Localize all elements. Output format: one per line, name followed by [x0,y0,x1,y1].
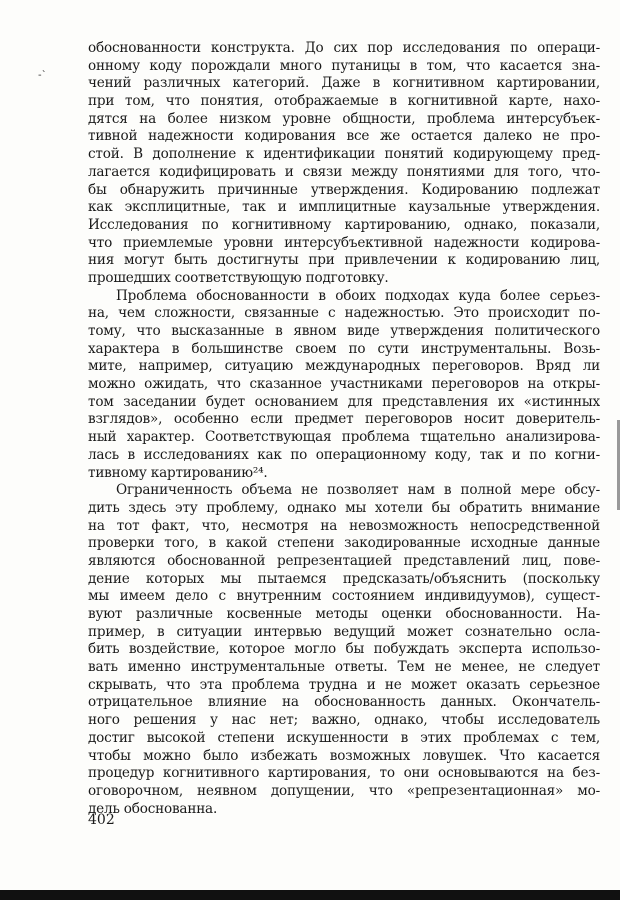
text-line: дить здесь эту проблему, однако мы хотели бы обратить внимание [88,499,600,516]
text-line: достиг высокой степени искушенности в этих проблемах с тем, [88,729,600,746]
text-line: что приемлемые уровни интерсубъективной надежности кодирова- [88,234,600,251]
text-line: вуют различные косвенные методы оценки обоснованности. На- [88,606,600,622]
text-line: бить воздействие, которое могло бы побуждать эксперта использо- [88,641,600,658]
text-line: процедур когнитивного картирования, то они основываются на без- [88,765,600,782]
text-line: дель обоснованна. [88,800,218,817]
text-line: Исследования по когнитивному картированию, однако, показали, [88,216,600,233]
text-line: на, чем сложности, связанные с надежностью. Это происходит по- [88,305,600,322]
text-line: являются обоснованной репрезентацией представлений лиц, пове- [88,552,600,569]
text-line: можно ожидать, что сказанное участниками переговоров на откры- [88,376,600,393]
text-line: при том, что понятия, отображаемые в когнитивной карте, нахо- [88,93,600,110]
text-line: как эксплицитные, так и имплицитные каузальные утверждения. [88,199,600,216]
text-line: отрицательное влияние на обоснованность данных. Окончатель- [88,694,600,711]
text-line: бы обнаружить причинные утверждения. Кодированию подлежат [88,181,600,198]
scan-bottom-border [0,890,620,900]
text-line: характера в большинстве своем по сути инструментальны. Возь- [88,340,600,357]
paragraph [88,482,600,818]
text-line: прошедших соответствующую подготовку. [88,269,389,286]
text-line: чтобы можно было избежать возможных ловушек. Что касается [88,747,600,764]
text-line: ния могут быть достигнуты при привлечении к кодированию лиц, [88,252,600,269]
text-line: мы имеем дело с внутренним состоянием индивидуумов), сущест- [88,588,600,605]
text-line: том заседании будет основанием для представления их «истинных [88,393,600,410]
text-line: стой. В дополнение к идентификации понятий кодирующему пред- [88,146,600,163]
scan-artifact-mark: ‑ˋ [38,70,47,81]
text-line: Проблема обоснованности в обоих подходах куда более серьез- [116,287,600,304]
text-line: вать именно инструментальные ответы. Тем не менее, не следует [88,659,600,676]
text-line: дение которых мы пытаемся предсказать/объяснить (поскольку [88,570,600,587]
body-text [88,40,600,818]
text-line: скрывать, что эта проблема трудна и не может оказать серьезное [88,676,600,693]
text-line: обоснованности конструкта. До сих пор исследования по операци- [88,40,600,56]
text-line: лагается кодифицировать и связи между понятиями для того, что- [88,163,600,180]
text-line: ный характер. Соответствующая проблема тщательно анализирова- [88,429,600,446]
text-line: на тот факт, что, несмотря на невозможность непосредственной [88,517,600,534]
text-line: оговорочном, неявном допущении, что «репрезентационная» мо- [88,782,600,799]
text-line: мите, например, ситуацию международных переговоров. Вряд ли [88,358,600,375]
paragraph [88,40,600,288]
text-line: ного решения у нас нет; важно, однако, чтобы исследователь [88,712,600,729]
text-line: дятся на более низком уровне общности, проблема интерсубъек- [88,110,600,127]
page-number: 402 [88,812,115,828]
text-line: чений различных категорий. Даже в когнитивном картировании, [88,75,600,92]
text-line: тивной надежности кодирования все же остается далеко не про- [88,128,600,145]
paragraph [88,288,600,483]
text-line: тивному картированию²⁴. [88,464,268,481]
text-line: проверки того, в какой степени закодированные исходные данные [88,535,600,552]
text-line: онному коду порождали много путаницы в том, что касается зна- [88,57,600,74]
text-line: пример, в ситуации интервью ведущий может сознательно осла- [88,623,600,640]
text-line: взглядов», особенно если предмет переговоров носит доверитель- [88,411,600,428]
text-line: Ограниченность объема не позволяет нам в полной мере обсу- [116,482,600,499]
text-line: лась в исследованиях как по операционному коду, так и по когни- [88,446,600,463]
text-line: тому, что высказанные в явном виде утверждения политического [88,323,600,339]
